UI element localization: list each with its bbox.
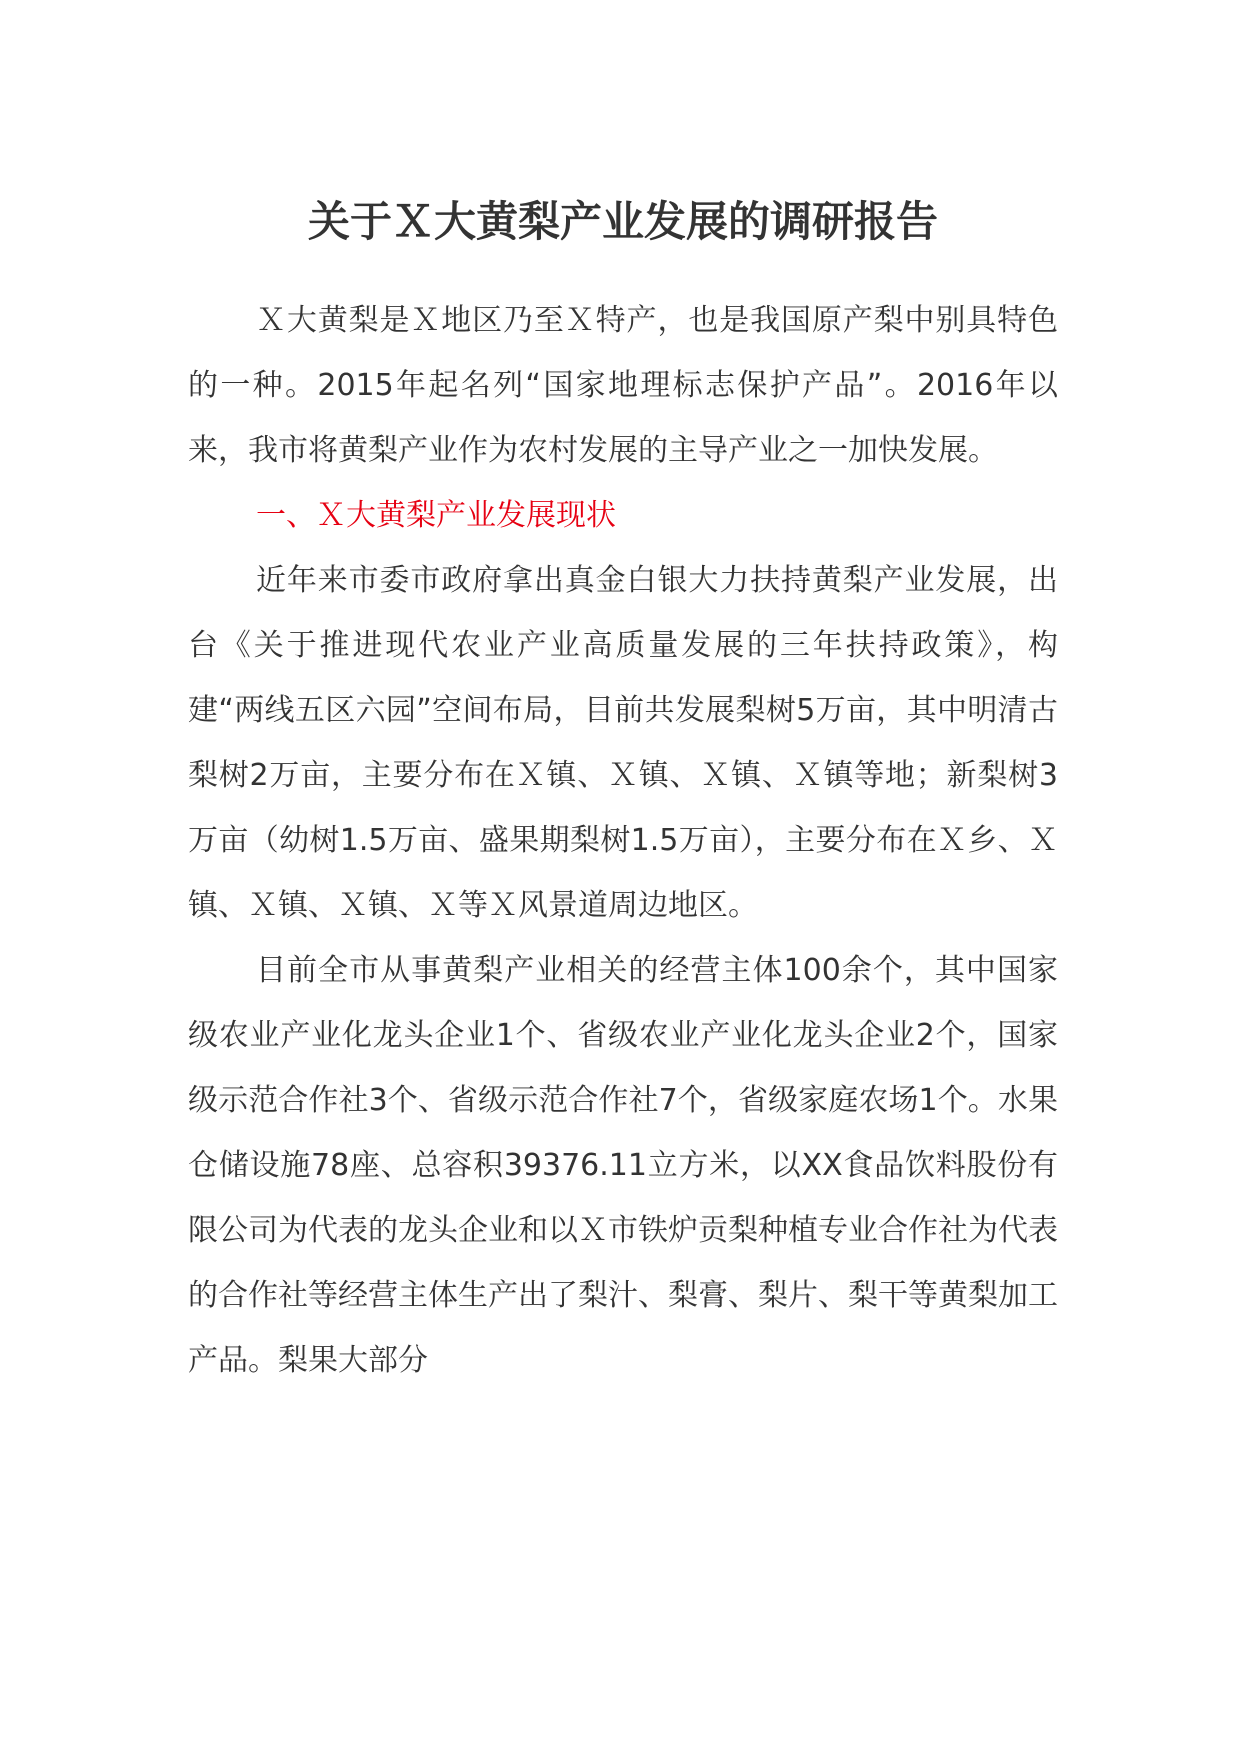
intro-paragraph: Ｘ大黄梨是Ｘ地区乃至Ｘ特产，也是我国原产梨中别具特色的一种。2015年起名列“国家地理标志保护产品”。2016年以来，我市将黄梨产业作为农村发展的主导产业之一加快发展。	[188, 303, 1058, 468]
section-heading: 一、Ｘ大黄梨产业发展现状	[256, 498, 616, 533]
document-body	[188, 196, 1058, 1393]
body-paragraph: 近年来市委市政府拿出真金白银大力扶持黄梨产业发展，出台《关于推进现代农业产业高质量发展的三年扶持政策》，构建“两线五区六园”空间布局，目前共发展梨树5万亩，其中明清古梨树2万亩，主要分布在Ｘ镇、Ｘ镇、Ｘ镇、Ｘ镇等地；新梨树3万亩（幼树1.5万亩、盛果期梨树1.5万亩），主要分布在Ｘ乡、Ｘ镇、Ｘ镇、Ｘ镇、Ｘ等Ｘ风景道周边地区。	[188, 563, 1058, 923]
document-title: 关于Ｘ大黄梨产业发展的调研报告	[307, 197, 938, 246]
body-paragraph: 目前全市从事黄梨产业相关的经营主体100余个，其中国家级农业产业化龙头企业1个、省级农业产业化龙头企业2个，国家级示范合作社3个、省级示范合作社7个，省级家庭农场1个。水果仓储设施78座、总容积39376.11立方米，以XX食品饮料股份有限公司为代表的龙头企业和以Ｘ市铁炉贡梨种植专业合作社为代表的合作社等经营主体生产出了梨汁、梨膏、梨片、梨干等黄梨加工产品。梨果大部分	[188, 953, 1058, 1378]
